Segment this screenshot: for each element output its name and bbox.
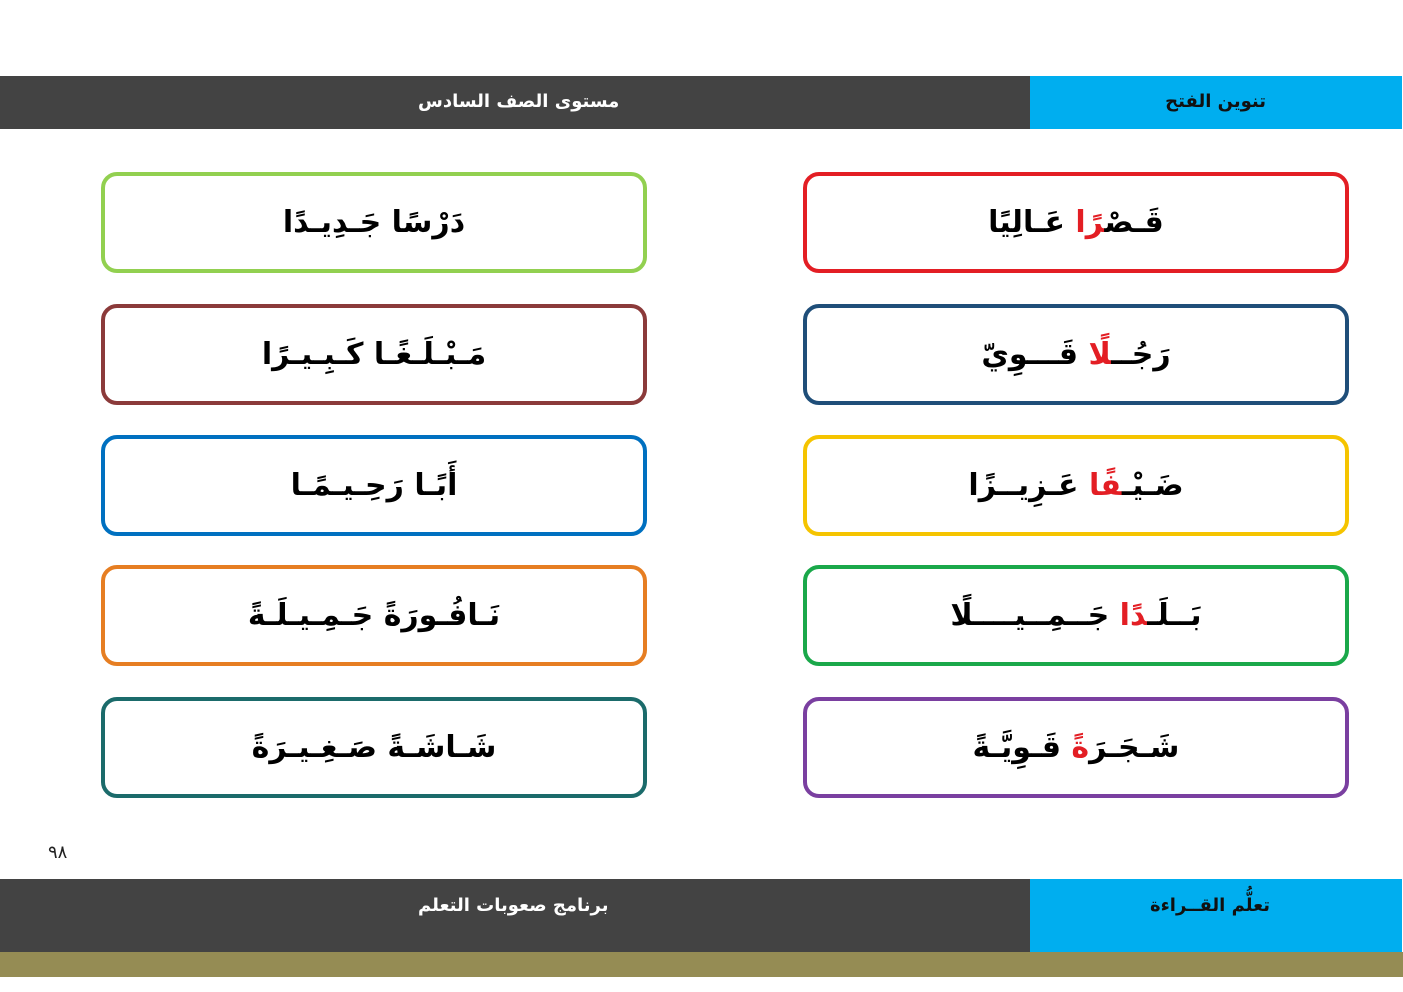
word-card-text: نَـافُـورَةً جَـمِـيـلَـةً — [247, 598, 501, 633]
word-card-left-5 — [101, 697, 647, 798]
word-card-right-3 — [803, 435, 1349, 536]
footer-dark-section — [0, 879, 1030, 952]
word-card-text: رَجُــلًا قَـــوِيّ — [981, 337, 1171, 372]
word-card-left-4 — [101, 565, 647, 666]
word-card-left-2 — [101, 304, 647, 405]
word-card-right-5 — [803, 697, 1349, 798]
highlighted-syllable: فًا — [1088, 468, 1122, 503]
word-card-text: أَبًـا رَحِـيـمًـا — [290, 468, 458, 503]
program-label: برنامج صعوبات التعلم — [418, 895, 609, 916]
word-card-left-1 — [101, 172, 647, 273]
header-bar — [0, 76, 1403, 129]
level-label: مستوى الصف السادس — [418, 91, 620, 112]
word-card-text: بَــلَـدًا جَــمِــيــــلًا — [950, 598, 1202, 633]
header-dark-section — [0, 76, 1030, 129]
word-card-right-2 — [803, 304, 1349, 405]
footer-olive-strip — [0, 952, 1403, 977]
book-title: تعلُّم القــراءة — [1149, 895, 1270, 916]
highlighted-syllable: ةً — [1071, 730, 1090, 765]
word-card-right-4 — [803, 565, 1349, 666]
footer-bar — [0, 879, 1403, 952]
word-card-text: قَـصْرًا عَـالِيًا — [988, 205, 1164, 240]
word-card-text: مَـبْـلَـغًـا كَـبِـيـرًا — [261, 337, 487, 372]
highlighted-syllable: لًا — [1088, 337, 1112, 372]
header-blue-section — [1030, 76, 1402, 129]
word-card-left-3 — [101, 435, 647, 536]
word-card-text: ضَـيْـفًا عَـزِيــزًا — [968, 468, 1184, 503]
word-card-text: شَـجَـرَةً قَـوِيَّـةً — [972, 730, 1180, 765]
word-card-right-1 — [803, 172, 1349, 273]
highlighted-syllable: رًا — [1075, 205, 1105, 240]
word-card-text: شَـاشَـةً صَـغِـيـرَةً — [251, 730, 497, 765]
highlighted-syllable: دًا — [1119, 598, 1148, 633]
lesson-title: تنوين الفتح — [1165, 91, 1266, 112]
footer-blue-section — [1030, 879, 1402, 952]
word-card-text: دَرْسًا جَـدِيـدًا — [282, 205, 466, 240]
page-number: ٩٨ — [48, 842, 68, 863]
